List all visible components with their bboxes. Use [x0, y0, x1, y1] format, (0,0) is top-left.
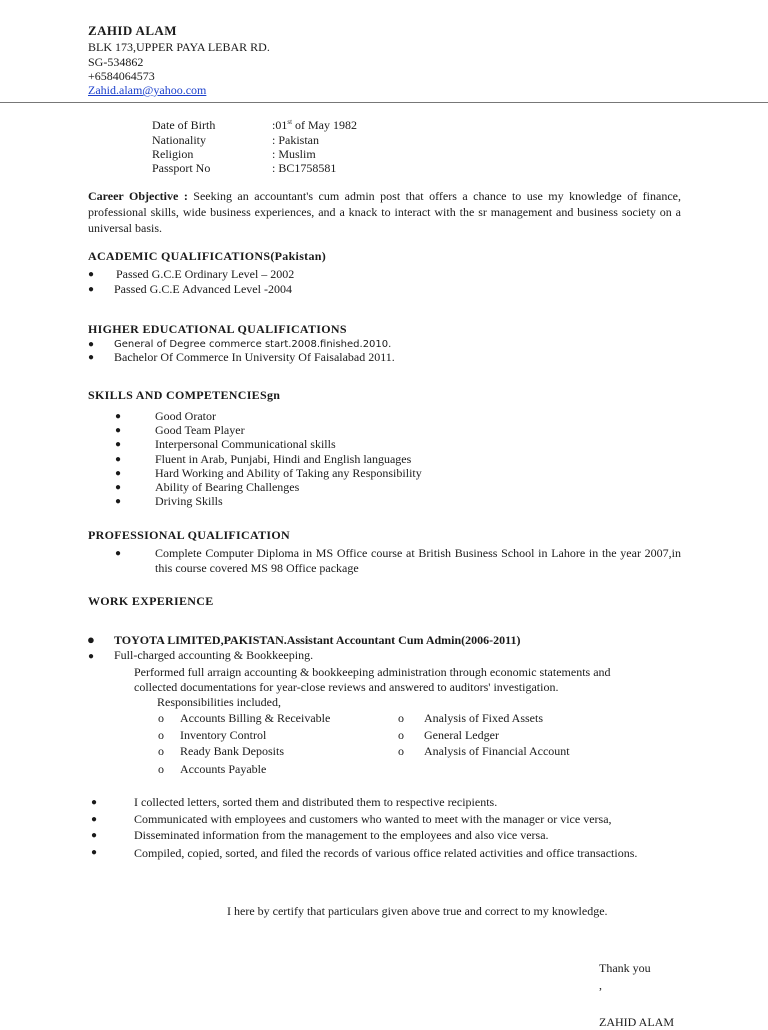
responsibility-item: Inventory Control [180, 728, 267, 742]
responsibilities-label: Responsibilities included, [157, 695, 281, 709]
professional-heading: PROFESSIONAL QUALIFICATION [88, 528, 290, 542]
resume-name: ZAHID ALAM [88, 23, 177, 38]
skill-item: Good Orator [155, 409, 216, 423]
passport-value: : BC1758581 [272, 161, 337, 175]
bullet-icon: ● [115, 425, 122, 436]
job-title: TOYOTA LIMITED,PAKISTAN.Assistant Accountant Cum Admin(2006-2011) [114, 633, 521, 647]
nationality-value: : Pakistan [272, 133, 319, 147]
academic-item: Passed G.C.E Advanced Level -2004 [114, 282, 292, 296]
skill-item: Good Team Player [155, 423, 245, 437]
hollow-bullet-icon: o [158, 744, 164, 758]
passport-label: Passport No [152, 161, 211, 175]
bullet-icon: ● [115, 482, 122, 493]
job-subitem: Full-charged accounting & Bookkeeping. [114, 648, 314, 662]
skill-item: Ability of Bearing Challenges [155, 480, 300, 494]
bullet-icon: ● [91, 830, 98, 841]
work-heading: WORK EXPERIENCE [88, 594, 214, 608]
address-line-1: BLK 173,UPPER PAYA LEBAR RD. [88, 40, 270, 54]
career-objective-label: Career Objective : [88, 189, 188, 203]
bullet-icon: ● [115, 411, 122, 422]
responsibility-item: Ready Bank Deposits [180, 744, 284, 758]
header-divider [0, 102, 768, 103]
bullet-icon: ● [115, 468, 122, 479]
bullet-icon: ● [115, 439, 122, 450]
phone-number: +6584064573 [88, 69, 155, 83]
hollow-bullet-icon: o [398, 711, 404, 725]
bullet-icon: ● [115, 454, 122, 465]
hollow-bullet-icon: o [158, 711, 164, 725]
career-objective-text: Seeking an accountant's cum admin post that offers a chance to use my knowledge of finance, professional skills, wide business experiences, and a knack to interact with the sr management and business society on a universal basis. [88, 189, 681, 235]
job-description-line: Performed full arraign accounting & bookkeeping administration through economic statements and [134, 665, 611, 679]
bullet-icon: ● [88, 284, 95, 295]
responsibility-item: Analysis of Fixed Assets [424, 711, 544, 725]
bullet-icon: ● [88, 651, 95, 662]
religion-label: Religion [152, 147, 194, 161]
signature-name: ZAHID ALAM [599, 1015, 674, 1029]
career-objective [88, 188, 681, 236]
skill-item: Driving Skills [155, 494, 223, 508]
address-line-2: SG-534862 [88, 55, 144, 69]
job-description-line: collected documentations for year-close reviews and answered to auditors' investigation. [134, 680, 559, 694]
bullet-icon: ● [91, 814, 98, 825]
skills-heading: SKILLS AND COMPETENCIESgn [88, 388, 281, 402]
professional-item: Complete Computer Diploma in MS Office course at British Business School in Lahore in the year 2007,in this course covered MS 98 Office package [155, 546, 681, 575]
responsibility-item: Accounts Payable [180, 762, 267, 776]
bullet-icon: ● [115, 496, 122, 507]
thank-you: Thank you [599, 961, 651, 975]
responsibility-item: Accounts Billing & Receivable [180, 711, 331, 725]
hollow-bullet-icon: o [158, 728, 164, 742]
responsibility-item: General Ledger [424, 728, 499, 742]
email-link[interactable]: Zahid.alam@yahoo.com [88, 83, 207, 97]
hollow-bullet-icon: o [158, 762, 164, 776]
bullet-icon: ● [91, 797, 98, 808]
bullet-icon: ● [91, 847, 98, 858]
skill-item: Interpersonal Communicational skills [155, 437, 336, 451]
duty-item: I collected letters, sorted them and distributed them to respective recipients. [134, 795, 498, 809]
bullet-icon: ● [87, 632, 95, 647]
duty-item: Communicated with employees and customers who wanted to meet with the manager or vice versa, [134, 812, 612, 826]
bullet-icon: ● [88, 352, 95, 363]
certification-statement: I here by certify that particulars given above true and correct to my knowledge. [227, 904, 608, 918]
bullet-icon: ● [88, 269, 95, 280]
religion-value: : Muslim [272, 147, 316, 161]
academic-item: Passed G.C.E Ordinary Level – 2002 [116, 267, 295, 281]
dob-label: Date of Birth [152, 118, 216, 132]
nationality-label: Nationality [152, 133, 206, 147]
skill-item: Hard Working and Ability of Taking any Responsibility [155, 466, 422, 480]
bullet-icon: ● [88, 339, 95, 350]
higher-education-item: Bachelor Of Commerce In University Of Faisalabad 2011. [114, 350, 395, 364]
responsibility-item: Analysis of Financial Account [424, 744, 570, 758]
higher-education-heading: HIGHER EDUCATIONAL QUALIFICATIONS [88, 322, 347, 336]
academic-heading: ACADEMIC QUALIFICATIONS(Pakistan) [88, 249, 327, 263]
hollow-bullet-icon: o [398, 744, 404, 758]
higher-education-item: General of Degree commerce start.2008.finished.2010. [114, 339, 392, 350]
hollow-bullet-icon: o [398, 728, 404, 742]
duty-item: Compiled, copied, sorted, and filed the records of various office related activities and office transactions. [134, 846, 638, 860]
skill-item: Fluent in Arab, Punjabi, Hindi and English languages [155, 452, 412, 466]
closing-comma: , [599, 978, 602, 992]
duty-item: Disseminated information from the management to the employees and also vice versa. [134, 828, 549, 842]
bullet-icon: ● [115, 548, 122, 559]
dob-value: :01st of May 1982 [272, 118, 358, 132]
